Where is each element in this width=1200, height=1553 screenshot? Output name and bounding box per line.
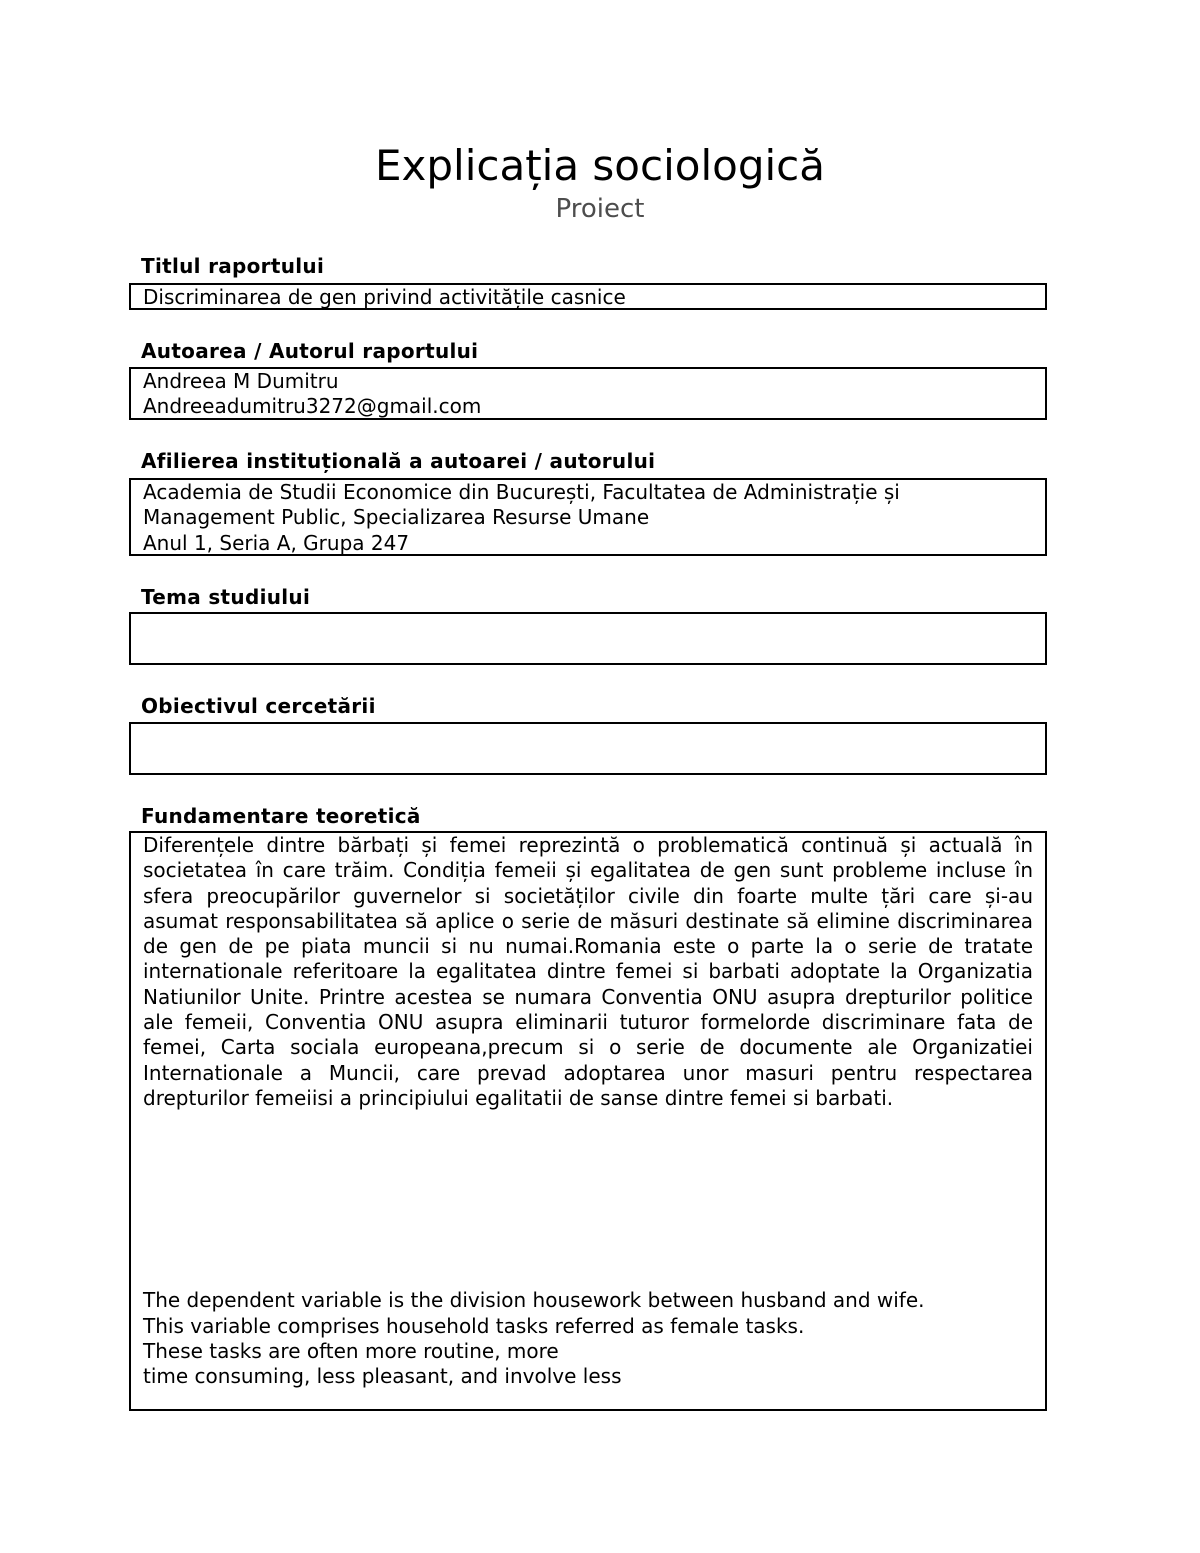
affiliation-field[interactable] xyxy=(129,478,1047,556)
study-theme-field[interactable] xyxy=(129,612,1047,665)
blank-space xyxy=(143,1111,1033,1288)
author-label: Autoarea / Autorul raportului xyxy=(141,339,479,363)
study-theme-label: Tema studiului xyxy=(141,585,311,609)
theoretical-foundation-label: Fundamentare teoretică xyxy=(141,804,421,828)
report-title-field[interactable] xyxy=(129,283,1047,310)
report-title-label: Titlul raportului xyxy=(141,254,325,278)
author-email: Andreeadumitru3272@gmail.com xyxy=(143,394,482,419)
affiliation-line: Anul 1, Seria A, Grupa 247 xyxy=(143,530,410,555)
affiliation-label: Afilierea instituțională a autoarei / autorului xyxy=(141,449,656,473)
affiliation-line: Academia de Studii Economice din București, Facultatea de Administrație și xyxy=(143,480,900,504)
foundation-extra-line: This variable comprises household tasks referred as female tasks. xyxy=(143,1313,805,1338)
foundation-extra-line: The dependent variable is the division housework between husband and wife. xyxy=(143,1288,925,1313)
foundation-extra-line: These tasks are often more routine, more xyxy=(143,1338,559,1363)
author-field[interactable] xyxy=(129,367,1047,420)
foundation-extra-line: time consuming, less pleasant, and involve less xyxy=(143,1364,622,1389)
report-title-value: Discriminarea de gen privind activitățile casnice xyxy=(143,285,626,309)
theoretical-foundation-paragraph: Diferențele dintre bărbați și femei reprezintă o problematică continuă și actuală în societatea în care trăim. Condiția femeii și egalitatea de gen sunt probleme incluse în sfera preocupărilor guvernelor si societăților civile din foarte multe țări care și-au asumat responsabilitatea să aplice o serie de măsuri destinate să elimine discriminarea de gen de pe piata muncii si nu numai.Romania este o parte la o serie de tratate internationale referitoare la egalitatea dintre femei si barbati adoptate la Organizatia Natiunilor Unite. Printre acestea se numara Conventia ONU asupra drepturilor politice ale femeii, Conventia ONU asupra eliminarii tuturor formelorde discriminare fata de femei, Carta sociala europeana,precum si o serie de documente ale Organizatiei Internationale a Muncii, care prevad adoptarea unor masuri pentru respectarea drepturilor femeiisi a principiului egalitatii de sanse dintre femei si barbati. xyxy=(143,833,1033,1110)
document-subtitle: Proiect xyxy=(555,194,645,224)
research-objective-field[interactable] xyxy=(129,722,1047,775)
research-objective-label: Obiectivul cercetării xyxy=(141,694,376,718)
document-title: Explicația sociologică xyxy=(374,141,825,190)
author-name: Andreea M Dumitru xyxy=(143,369,339,393)
affiliation-line: Management Public, Specializarea Resurse Umane xyxy=(143,505,650,530)
theoretical-foundation-field[interactable] xyxy=(129,831,1047,1411)
